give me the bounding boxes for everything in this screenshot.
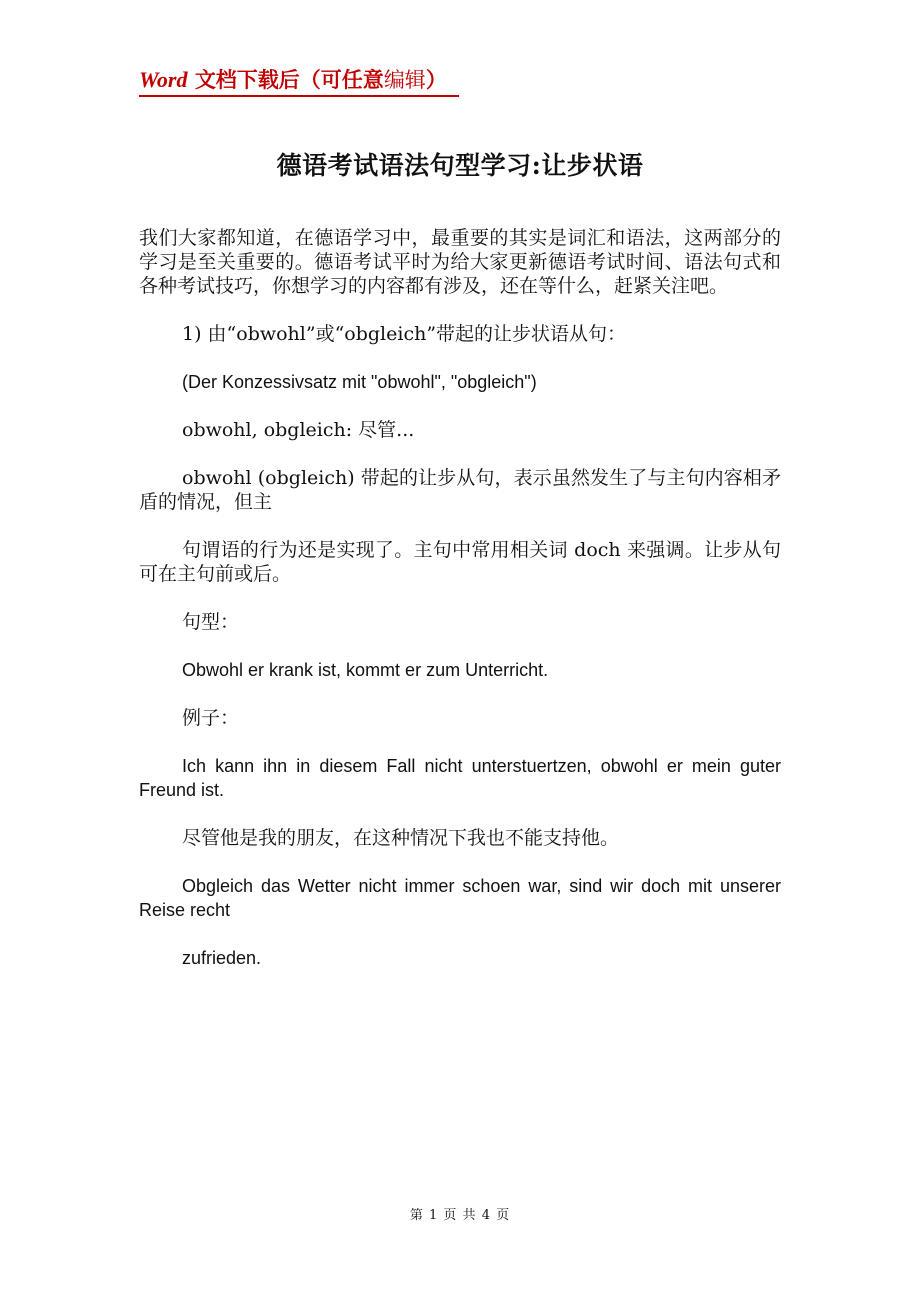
explanation-1: obwohl (obgleich) 带起的让步从句，表示虽然发生了与主句内容相矛盾的情况，但主 bbox=[139, 467, 781, 513]
definition: obwohl, obgleich: 尽管... bbox=[182, 419, 415, 441]
header-word: Word bbox=[139, 67, 188, 92]
example-1-german: Ich kann ihn in diesem Fall nicht unterstuertzen, obwohl er mein guter Freund ist. bbox=[139, 756, 781, 800]
example-1-chinese: 尽管他是我的朋友，在这种情况下我也不能支持他。 bbox=[182, 827, 620, 849]
header-text: 文档下载后（可任意 bbox=[194, 67, 384, 92]
page-footer: 第 1 页 共 4 页 bbox=[409, 1208, 511, 1223]
header-edit: 编辑 bbox=[383, 68, 426, 92]
header-end: ） bbox=[425, 67, 447, 92]
pattern-label: 句型： bbox=[182, 611, 240, 633]
pattern-sentence: Obwohl er krank ist, kommt er zum Unterricht. bbox=[182, 660, 549, 680]
intro-paragraph: 我们大家都知道，在德语学习中，最重要的其实是词汇和语法，这两部分的学习是至关重要的。德语考试平时为给大家更新德语考试时间、语法句式和各种考试技巧，你想学习的内容都有涉及，还在等什么，赶紧关注吧。 bbox=[139, 227, 781, 297]
section-heading-text: 1) 由“obwohl”或“obgleich”带起的让步状语从句： bbox=[182, 323, 627, 345]
example-label: 例子： bbox=[182, 707, 240, 729]
section-heading-german: (Der Konzessivsatz mit "obwohl", "obgleich") bbox=[182, 372, 537, 392]
explanation-2: 句谓语的行为还是实现了。主句中常用相关词 doch 来强调。让步从句可在主句前或后。 bbox=[139, 539, 781, 585]
section-heading bbox=[139, 322, 781, 346]
page-title: 德语考试语法句型学习:让步状语 bbox=[276, 151, 644, 180]
document-header bbox=[139, 66, 459, 97]
example-2-german: Obgleich das Wetter nicht immer schoen war, sind wir doch mit unserer Reise recht bbox=[139, 876, 781, 920]
example-2-german-end: zufrieden. bbox=[182, 948, 262, 968]
document-body bbox=[139, 226, 781, 994]
